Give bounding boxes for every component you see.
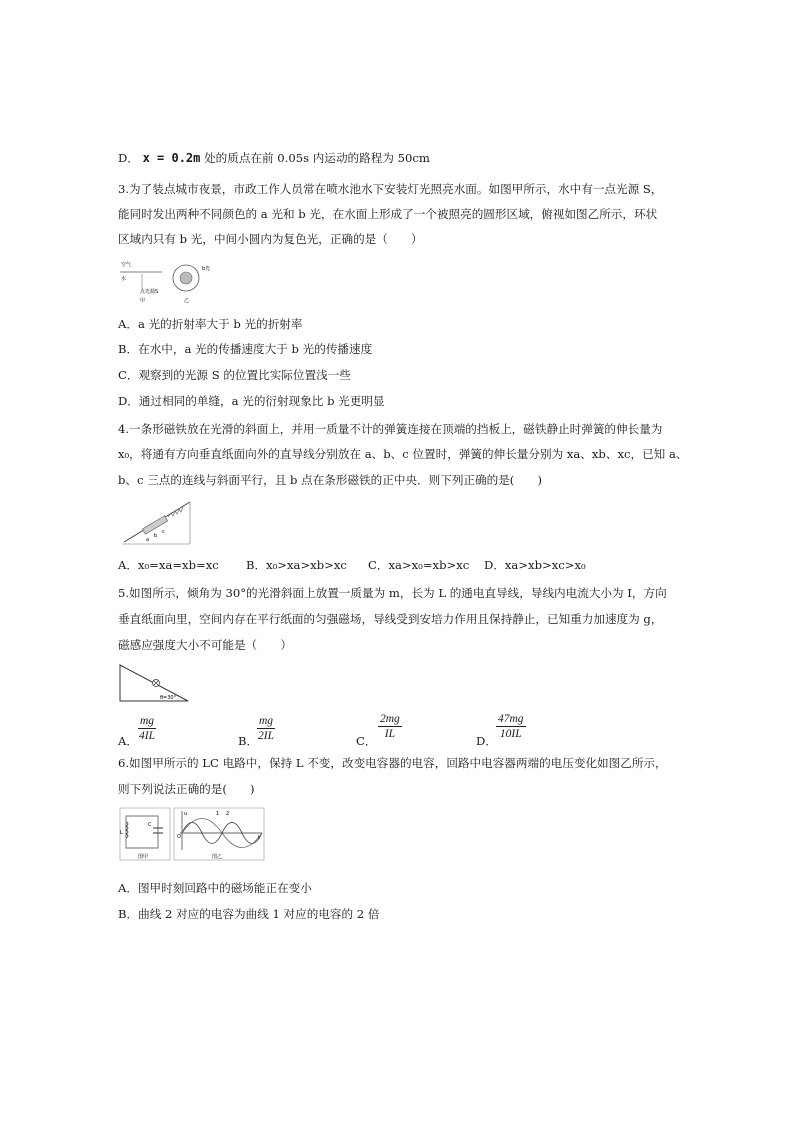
formula: x = 0.2m xyxy=(142,151,201,165)
circuit-loop xyxy=(126,816,158,848)
q6-figure xyxy=(118,806,266,862)
option-label: A． xyxy=(118,734,138,748)
source-label: 点光源S xyxy=(140,289,159,295)
option-label: D． xyxy=(118,151,139,165)
capacitor-label: C xyxy=(148,822,152,828)
fraction xyxy=(257,714,275,743)
q3-figure xyxy=(118,258,222,304)
q4-stem-line-1: 4.一条形磁铁放在光滑的斜面上，并用一质量不计的弹簧连接在顶端的挡板上，磁铁静止时弹簧的伸长量为 xyxy=(118,422,663,436)
q2-option-d xyxy=(118,150,430,166)
spring xyxy=(168,507,183,517)
curve-1-label: 1 xyxy=(216,811,220,817)
numerator: 47mg xyxy=(498,713,524,725)
option-label: B． xyxy=(238,734,259,748)
denominator: 2IL xyxy=(258,730,275,742)
inductor-label: L xyxy=(120,830,123,836)
point-c-label: c xyxy=(162,529,165,535)
fig-jia-label: 甲 xyxy=(140,298,146,304)
fig-yi-label: 图乙 xyxy=(212,854,223,860)
option-label: D． xyxy=(476,734,497,748)
q3-option-b: B．在水中，a 光的传播速度大于 b 光的传播速度 xyxy=(118,342,373,356)
numerator: mg xyxy=(140,715,155,727)
denominator: 10IL xyxy=(499,728,522,740)
q5-stem-line-1: 5.如图所示，倾角为 30°的光滑斜面上放置一质量为 m，长为 L 的通电直导线，导线内电流大小为 I，方向 xyxy=(118,586,667,600)
numerator: mg xyxy=(259,715,274,727)
angle-label: θ=30° xyxy=(160,695,177,701)
denominator: 4IL xyxy=(139,730,156,742)
point-a-label: a xyxy=(146,537,150,543)
numerator: 2mg xyxy=(380,713,400,725)
denominator: IL xyxy=(384,728,396,740)
q4-figure xyxy=(120,500,198,548)
inner-circle xyxy=(180,272,192,284)
option-label: C． xyxy=(356,734,377,748)
fraction xyxy=(138,714,156,743)
q5-stem-line-2: 垂直纸面向里，空间内存在平行纸面的匀强磁场，导线受到安培力作用且保持静止，已知重力加速度为 g， xyxy=(118,612,663,626)
fig-yi-label: 乙 xyxy=(184,298,190,304)
q5-stem-line-3: 磁感应强度大小不可能是（ ） xyxy=(118,638,292,652)
t-axis-label: t xyxy=(258,835,260,841)
fig-jia-label: 图甲 xyxy=(138,854,149,860)
q6-option-b: B．曲线 2 对应的电容为曲线 1 对应的电容的 2 倍 xyxy=(118,907,380,921)
q6-option-a: A．图甲时刻回路中的磁场能正在变小 xyxy=(118,881,312,895)
option-text: 处的质点在前 0.05s 内运动的路程为 50cm xyxy=(204,151,430,165)
q3-option-c: C．观察到的光源 S 的位置比实际位置浅一些 xyxy=(118,368,351,382)
q4-option-d: D．xa>xb>xc>x₀ xyxy=(484,558,586,572)
q3-stem-line-1: 3.为了装点城市夜景，市政工作人员常在喷水池水下安装灯光照亮水面。如图甲所示，水中有一点光源 S， xyxy=(118,182,663,196)
air-label: 空气 xyxy=(121,262,132,268)
q4-stem-line-2: x₀，将通有方向垂直纸面向外的直导线分别放在 a、b、c 位置时，弹簧的伸长量分别为 xa、xb、xc，已知 a、 xyxy=(118,447,688,461)
curve-2-label: 2 xyxy=(226,811,230,817)
u-axis-label: u xyxy=(184,811,188,817)
q3-stem-line-2: 能同时发出两种不同颜色的 a 光和 b 光，在水面上形成了一个被照亮的圆形区域，俯视如图乙所示，环状 xyxy=(118,207,658,221)
point-b-label: b xyxy=(154,533,158,539)
q3-option-d: D．通过相同的单缝，a 光的衍射现象比 b 光更明显 xyxy=(118,394,385,408)
q3-option-a: A．a 光的折射率大于 b 光的折射率 xyxy=(118,317,303,331)
q6-stem-line-2: 则下列说法正确的是( ) xyxy=(118,782,255,796)
fraction xyxy=(378,712,402,741)
q4-option-b: B．x₀>xa>xb>xc xyxy=(246,558,347,572)
q5-figure xyxy=(118,663,190,703)
q4-option-c: C．xa>x₀=xb>xc xyxy=(368,558,470,572)
q4-stem-line-3: b、c 三点的连线与斜面平行，且 b 点在条形磁铁的正中央．则下列正确的是( ) xyxy=(118,473,543,487)
q6-stem-line-1: 6.如图甲所示的 LC 电路中，保持 L 不变，改变电容器的电容，回路中电容器两端的电压变化如图乙所示， xyxy=(118,756,667,770)
origin-label: O xyxy=(177,834,181,840)
water-label: 水 xyxy=(121,276,127,282)
b-light-label: b光 xyxy=(202,266,211,272)
q4-option-a: A．x₀=xa=xb=xc xyxy=(118,558,219,572)
q3-stem-line-3: 区域内只有 b 光，中间小圆内为复色光，正确的是（ ） xyxy=(118,232,423,246)
fraction xyxy=(496,712,526,741)
